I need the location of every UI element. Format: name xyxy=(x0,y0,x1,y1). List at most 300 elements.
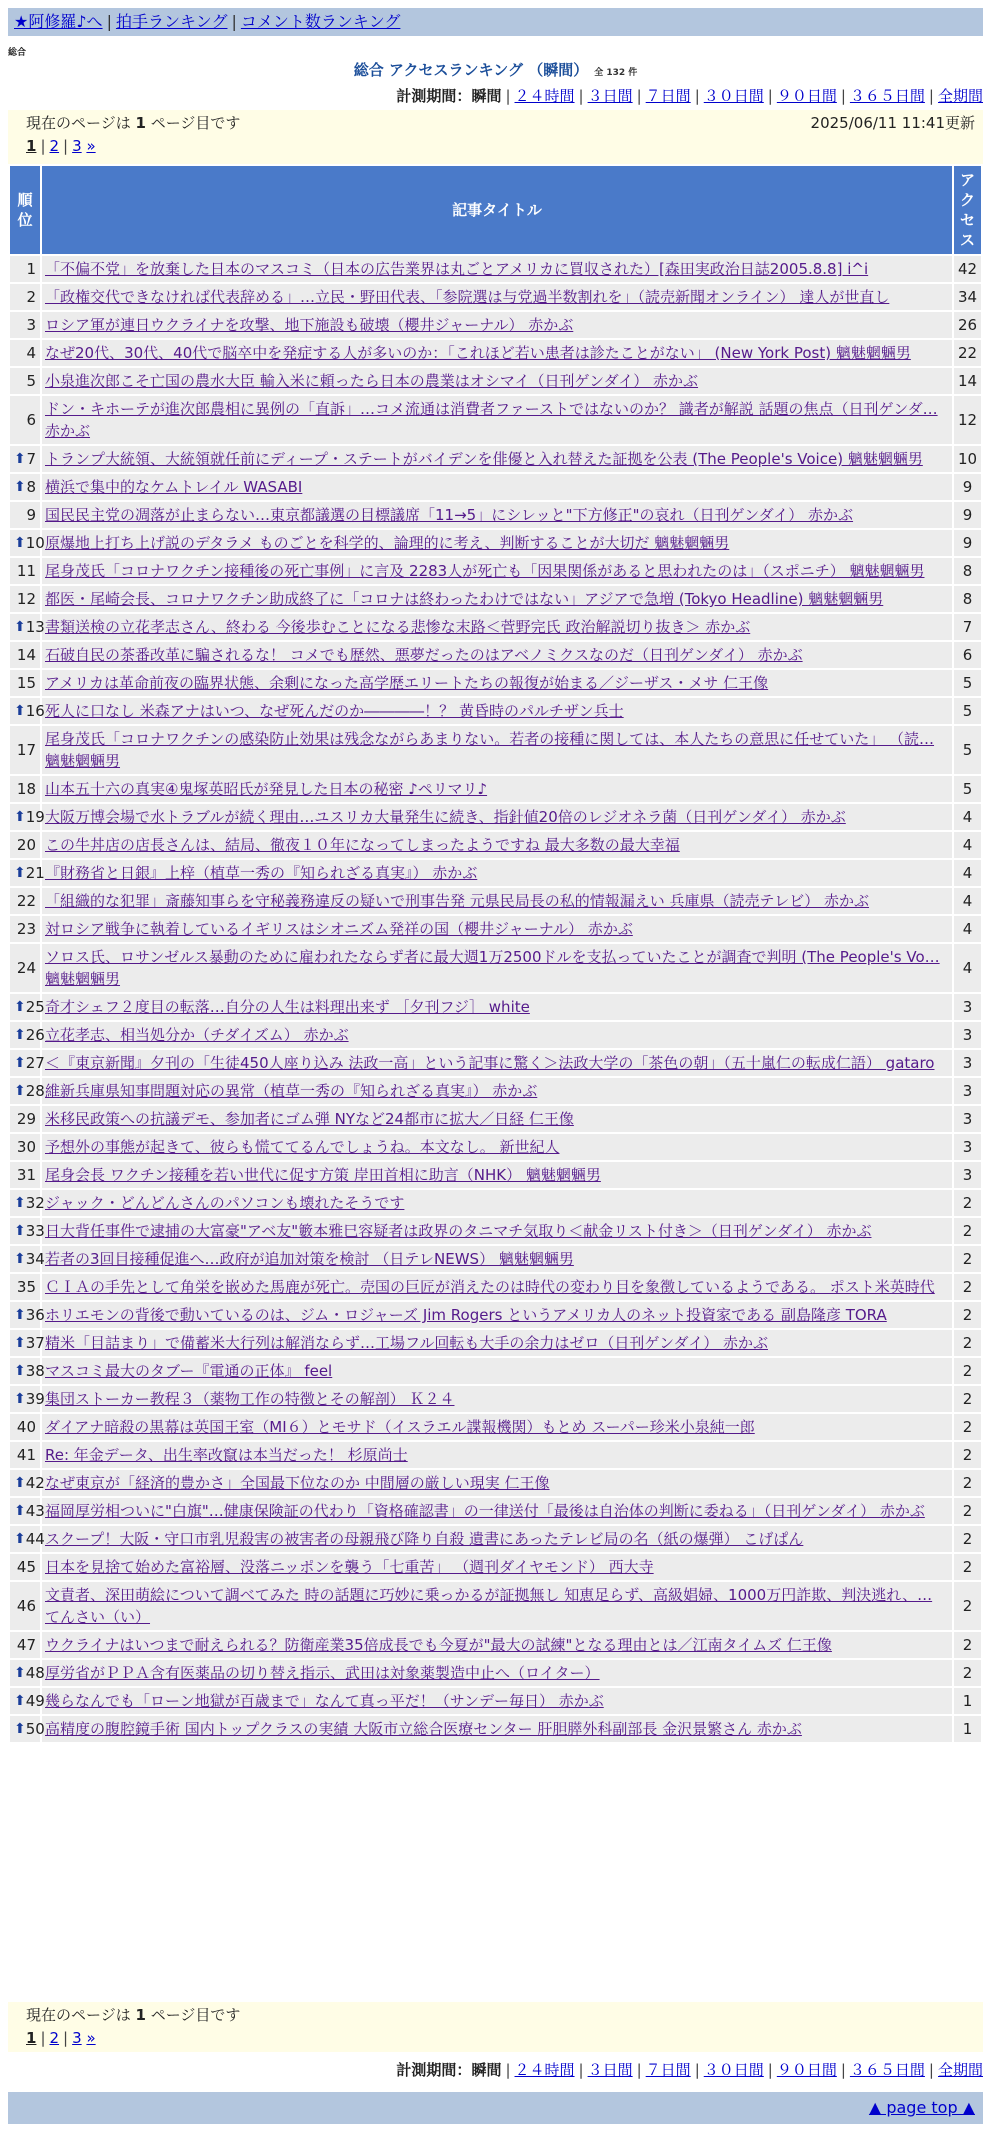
article-link[interactable]: ＣＩＡの手先として角栄を嵌めた馬鹿が死亡。売国の巨匠が消えたのは時代の変わり目を象徴しているようである。 ポスト米英時代 xyxy=(45,1278,935,1296)
access-count: 2 xyxy=(954,1274,981,1300)
rank-number: 12 xyxy=(16,590,36,608)
rank-number: 27 xyxy=(25,1054,45,1072)
rank-up-icon: ⬆ xyxy=(14,535,26,551)
rank-number: 44 xyxy=(25,1530,45,1548)
table-row xyxy=(10,832,981,858)
title-cell xyxy=(42,994,952,1020)
article-link[interactable]: 国民民主党の凋落が止まらない…東京都議選の目標議席「11→5」にシレッと"下方修正"の哀れ（日刊ゲンダイ） 赤かぶ xyxy=(45,506,854,524)
rank-number: 19 xyxy=(25,808,45,826)
ranking-table xyxy=(8,164,983,1744)
rank-cell xyxy=(10,642,40,668)
table-row xyxy=(10,1470,981,1496)
rank-cell xyxy=(10,396,40,444)
header-title: 記事タイトル xyxy=(42,166,952,254)
total-count: 全 132 件 xyxy=(594,68,638,78)
rank-cell xyxy=(10,284,40,310)
access-count: 12 xyxy=(954,396,981,444)
access-count: 42 xyxy=(954,256,981,282)
title-cell xyxy=(42,396,952,444)
page-separator: | xyxy=(40,2029,46,2047)
table-row xyxy=(10,776,981,802)
table-row xyxy=(10,1190,981,1216)
access-count: 4 xyxy=(954,860,981,886)
article-link[interactable]: 尾身茂氏「コロナワクチンの感染防止効果は残念ながらあまりない。若者の接種に関しては、本人たちの意思に任せていた」 （読… 魑魅魍魎男 xyxy=(45,730,935,770)
article-link[interactable]: 石破自民の茶番改革に騙されるな！ コメでも歴然、悪夢だったのはアベノミクスなのだ（日刊ゲンダイ） 赤かぶ xyxy=(45,646,803,664)
rank-number: 5 xyxy=(26,372,36,390)
period-link[interactable]: ３０日間 xyxy=(703,2061,764,2079)
page-title xyxy=(0,60,991,83)
article-link[interactable]: ウクライナはいつまで耐えられる？防衛産業35倍成長でも今夏が"最大の試練"となる理由とは／江南タイムズ 仁王像 xyxy=(45,1636,832,1654)
period-separator: | xyxy=(928,87,934,105)
access-count: 2 xyxy=(954,1660,981,1686)
rank-number: 34 xyxy=(25,1250,45,1268)
rank-cell xyxy=(10,1470,45,1496)
title-cell xyxy=(42,1274,952,1300)
rank-number: 30 xyxy=(16,1138,36,1156)
page-separator: | xyxy=(63,137,69,155)
table-row xyxy=(10,726,981,774)
article-link[interactable]: 「政権交代できなければ代表辞める」…立民・野田代表、「参院選は与党過半数割れを」（読売新聞オンライン） 達人が世直し xyxy=(45,288,890,306)
table-row xyxy=(10,888,981,914)
access-count: 2 xyxy=(954,1414,981,1440)
period-separator: | xyxy=(636,87,642,105)
table-row xyxy=(10,1162,981,1188)
rank-up-icon: ⬆ xyxy=(14,1251,26,1267)
article-link[interactable]: ドン・キホーテが進次郎農相に異例の「直訴」…コメ流通は消費者ファーストではないのか？ 識者が解説 話題の焦点（日刊ゲンダ… 赤かぶ xyxy=(45,400,938,440)
access-count: 34 xyxy=(954,284,981,310)
title-cell xyxy=(42,1660,952,1686)
rank-number: 22 xyxy=(16,892,36,910)
access-count: 10 xyxy=(954,446,981,472)
table-row xyxy=(10,944,981,992)
title-cell xyxy=(42,860,952,886)
rank-cell xyxy=(10,1358,45,1384)
article-link[interactable]: 日本を見捨て始めた富裕層、没落ニッポンを襲う「七重苦」 （週刊ダイヤモンド） 西大寺 xyxy=(45,1558,654,1576)
article-link[interactable]: 書類送検の立花孝志さん、終わる 今後歩むことになる悲惨な末路＜菅野完氏 政治解説切り抜き＞ 赤かぶ xyxy=(45,618,751,636)
article-link[interactable]: 集団ストーカー教程３（薬物工作の特徴とその解剖） Ｋ２４ xyxy=(45,1390,455,1408)
title-cell xyxy=(42,1470,952,1496)
access-count: 1 xyxy=(954,1688,981,1714)
title-cell xyxy=(42,1688,952,1714)
table-row xyxy=(10,804,981,830)
rank-up-icon: ⬆ xyxy=(14,1391,26,1407)
access-count: 22 xyxy=(954,340,981,366)
title-cell xyxy=(42,446,952,472)
period-link[interactable]: ３６５日間 xyxy=(849,2061,925,2079)
rank-cell xyxy=(10,1134,40,1160)
article-link[interactable]: 尾身茂氏「コロナワクチン接種後の死亡事例」に言及 2283人が死亡も「因果関係があると思われたのは」（スポニチ） 魑魅魍魎男 xyxy=(45,562,925,580)
rank-number: 21 xyxy=(25,864,45,882)
rank-cell xyxy=(10,446,40,472)
table-row xyxy=(10,1274,981,1300)
rank-cell xyxy=(10,1414,40,1440)
period-link[interactable]: ３日間 xyxy=(587,87,633,105)
rank-number: 20 xyxy=(16,836,36,854)
rank-number: 13 xyxy=(25,618,45,636)
rank-number: 3 xyxy=(26,316,36,334)
rank-cell xyxy=(10,368,40,394)
rank-number: 43 xyxy=(25,1502,45,1520)
page-info-number: 1 xyxy=(135,2006,146,2024)
page-current: 1 xyxy=(26,137,37,155)
article-link[interactable]: 若者の3回目接種促進へ…政府が追加対策を検討 （日テレNEWS） 魑魅魍魎男 xyxy=(45,1250,574,1268)
table-row xyxy=(10,312,981,338)
rank-up-icon: ⬆ xyxy=(14,1195,26,1211)
rank-number: 40 xyxy=(16,1418,36,1436)
table-row xyxy=(10,1660,981,1686)
article-link[interactable]: ロシア軍が連日ウクライナを攻撃、地下施設も破壊（櫻井ジャーナル） 赤かぶ xyxy=(45,316,574,334)
article-link[interactable]: 高精度の腹腔鏡手術 国内トップクラスの実績 大阪市立総合医療センター 肝胆膵外科副部長 金沢景繁さん 赤かぶ xyxy=(45,1720,802,1738)
rank-number: 15 xyxy=(16,674,36,692)
rank-cell xyxy=(10,256,40,282)
title-cell xyxy=(42,804,952,830)
period-current: 瞬間 xyxy=(471,2061,502,2079)
rank-up-icon: ⬆ xyxy=(14,451,26,467)
table-row xyxy=(10,1414,981,1440)
table-row xyxy=(10,446,981,472)
rank-cell xyxy=(10,1716,45,1742)
table-row xyxy=(10,1716,981,1742)
table-row xyxy=(10,474,981,500)
table-row xyxy=(10,670,981,696)
period-link[interactable]: ７日間 xyxy=(645,2061,691,2079)
title-cell xyxy=(42,1106,952,1132)
rank-cell xyxy=(10,1660,45,1686)
access-count: 2 xyxy=(954,1218,981,1244)
table-row xyxy=(10,558,981,584)
period-link[interactable]: 全期間 xyxy=(937,87,983,105)
article-link[interactable]: なぜ東京が「経済的豊かさ」全国最下位なのか 中間層の厳しい現実 仁王像 xyxy=(45,1474,550,1492)
article-link[interactable]: ホリエモンの背後で動いているのは、ジム・ロジャーズ Jim Rogers というアメリカ人のネット投資家である 副島隆彦 TORA xyxy=(45,1306,887,1324)
title-cell xyxy=(42,256,952,282)
table-row xyxy=(10,698,981,724)
title-cell xyxy=(42,586,952,612)
rank-cell xyxy=(10,1022,45,1048)
page-link[interactable]: 2 xyxy=(49,137,60,155)
rank-up-icon: ⬆ xyxy=(14,1475,26,1491)
title-cell xyxy=(42,1554,952,1580)
rank-up-icon: ⬆ xyxy=(14,1721,26,1737)
period-link[interactable]: ９０日間 xyxy=(776,2061,837,2079)
article-link[interactable]: この牛丼店の店長さんは、結局、徹夜１０年になってしまったようですね 最大多数の最大幸福 xyxy=(45,836,680,854)
article-link[interactable]: 小泉進次郎こそ亡国の農水大臣 輸入米に頼ったら日本の農業はオシマイ（日刊ゲンダイ） 赤かぶ xyxy=(45,372,699,390)
access-count: 3 xyxy=(954,1162,981,1188)
rank-number: 39 xyxy=(25,1390,45,1408)
table-row xyxy=(10,860,981,886)
access-count: 3 xyxy=(954,1022,981,1048)
access-count: 8 xyxy=(954,558,981,584)
access-count: 2 xyxy=(954,1498,981,1524)
access-count: 5 xyxy=(954,670,981,696)
period-link[interactable]: ３日間 xyxy=(587,2061,633,2079)
table-row xyxy=(10,368,981,394)
table-row xyxy=(10,1498,981,1524)
title-cell xyxy=(42,1246,952,1272)
rank-up-icon: ⬆ xyxy=(14,479,26,495)
page-link[interactable]: 3 xyxy=(72,2029,82,2047)
table-row xyxy=(10,1688,981,1714)
table-row xyxy=(10,1582,981,1630)
period-selector xyxy=(396,86,983,106)
access-count: 4 xyxy=(954,916,981,942)
period-link[interactable]: ３６５日間 xyxy=(849,87,925,105)
rank-cell xyxy=(10,1386,45,1412)
access-count: 2 xyxy=(954,1526,981,1552)
rank-number: 36 xyxy=(25,1306,45,1324)
access-count: 4 xyxy=(954,888,981,914)
article-link[interactable]: ソロス氏、ロサンゼルス暴動のために雇われたならず者に最大週1万2500ドルを支払っていたことが調査で判明 (The People's Vo… 魑魅魍魎男 xyxy=(45,948,940,988)
pager-top xyxy=(8,110,983,164)
rank-number: 4 xyxy=(26,344,36,362)
rank-number: 10 xyxy=(25,534,45,552)
rank-number: 14 xyxy=(16,646,36,664)
rank-cell xyxy=(10,1498,45,1524)
access-count: 3 xyxy=(954,1050,981,1076)
rank-cell xyxy=(10,614,45,640)
table-row xyxy=(10,256,981,282)
table-row xyxy=(10,284,981,310)
rank-cell xyxy=(10,776,40,802)
page-info-post: ページ目です xyxy=(150,2006,241,2024)
rank-cell xyxy=(10,1246,45,1272)
article-link[interactable]: ＜『東京新聞』夕刊の「生徒450人座り込み 法政一高」という記事に驚く＞法政大学の「茶色の朝」（五十嵐仁の転成仁語） gataro xyxy=(45,1054,935,1072)
table-row xyxy=(10,586,981,612)
rank-cell xyxy=(10,888,40,914)
rank-cell xyxy=(10,312,40,338)
period-separator: | xyxy=(694,2061,700,2079)
table-row xyxy=(10,1554,981,1580)
updated-timestamp: 2025/06/11 11:41更新 xyxy=(810,114,975,132)
ranking-body xyxy=(10,256,981,1742)
period-link[interactable]: ２４時間 xyxy=(514,87,575,105)
period-separator: | xyxy=(767,87,773,105)
access-count: 9 xyxy=(954,474,981,500)
access-count: 2 xyxy=(954,1246,981,1272)
article-link[interactable]: 尾身会長 ワクチン接種を若い世代に促す方策 岸田首相に助言（NHK） 魑魅魍魎男 xyxy=(45,1166,601,1184)
title-cell xyxy=(42,888,952,914)
rank-number: 37 xyxy=(25,1334,45,1352)
article-link[interactable]: 奇才シェフ２度目の転落…自分の人生は料理出来ず ［夕刊フジ］ white xyxy=(45,998,530,1016)
article-link[interactable]: 精米「目詰まり」で備蓄米大行列は解消ならず…工場フル回転も大手の余力はゼロ（日刊ゲンダイ） 赤かぶ xyxy=(45,1334,768,1352)
title-cell xyxy=(42,1582,952,1630)
article-link[interactable]: 大阪万博会場で水トラブルが続く理由…ユスリカ大量発生に続き、指針値20倍のレジオネラ菌（日刊ゲンダイ） 赤かぶ xyxy=(45,808,846,826)
article-link[interactable]: 「組織的な犯罪」斎藤知事らを守秘義務違反の疑いで刑事告発 元県民局長の私的情報漏えい 兵庫県（読売テレビ） 赤かぶ xyxy=(45,892,870,910)
applause-ranking-link[interactable]: 拍手ランキング xyxy=(115,12,228,31)
period-label: 計測期間： xyxy=(396,2061,472,2079)
access-count: 6 xyxy=(954,642,981,668)
article-link[interactable]: 対ロシア戦争に執着しているイギリスはシオニズム発祥の国（櫻井ジャーナル） 赤かぶ xyxy=(45,920,633,938)
article-link[interactable]: 米移民政策への抗議デモ、参加者にゴム弾 NYなど24都市に拡大／日経 仁王像 xyxy=(45,1110,574,1128)
title-cell xyxy=(42,530,952,556)
category-label: 総合 xyxy=(8,48,27,58)
article-link[interactable]: ジャック・どんどんさんのパソコンも壊れたそうです xyxy=(45,1194,405,1212)
access-count: 2 xyxy=(954,1386,981,1412)
rank-number: 25 xyxy=(25,998,45,1016)
rank-cell xyxy=(10,944,40,992)
title-cell xyxy=(42,1078,952,1104)
title-cell xyxy=(42,502,952,528)
article-link[interactable]: 福岡厚労相ついに"白旗"…健康保険証の代わり「資格確認書」の一律送付「最後は自治体の判断に委ねる」（日刊ゲンダイ） 赤かぶ xyxy=(45,1502,925,1520)
rank-up-icon: ⬆ xyxy=(14,809,26,825)
period-separator: | xyxy=(578,87,584,105)
rank-number: 32 xyxy=(25,1194,45,1212)
rank-cell xyxy=(10,994,45,1020)
table-row xyxy=(10,1330,981,1356)
title-cell xyxy=(42,1330,952,1356)
title-cell xyxy=(42,642,952,668)
rank-number: 50 xyxy=(25,1720,45,1738)
article-link[interactable]: アメリカは革命前夜の臨界状態、余剰になった高学歴エリートたちの報復が始まる／ジーザス・メサ 仁王像 xyxy=(45,674,769,692)
article-link[interactable]: 横浜で集中的なケムトレイル WASABI xyxy=(45,478,303,496)
title-cell xyxy=(42,1302,952,1328)
rank-cell xyxy=(10,670,40,696)
page-info-post: ページ目です xyxy=(150,114,241,132)
article-link[interactable]: 日大背任事件で逮捕の大富豪"アベ友"籔本雅巳容疑者は政界のタニマチ気取り＜献金リスト付き＞（日刊ゲンダイ） 赤かぶ xyxy=(45,1222,872,1240)
title-cell xyxy=(42,1716,952,1742)
period-separator: | xyxy=(505,87,511,105)
article-link[interactable]: 立花孝志、相当処分か（チダイズム） 赤かぶ xyxy=(45,1026,349,1044)
rank-number: 8 xyxy=(26,478,36,496)
access-count: 2 xyxy=(954,1190,981,1216)
rank-up-icon: ⬆ xyxy=(14,1335,26,1351)
access-count: 1 xyxy=(954,1716,981,1742)
article-link[interactable]: なぜ20代、30代、40代で脳卒中を発症する人が多いのか：「これほど若い患者は診たことがない」 (New York Post) 魑魅魍魎男 xyxy=(45,344,911,362)
rank-number: 33 xyxy=(25,1222,45,1240)
page-current: 1 xyxy=(26,2029,37,2047)
rank-up-icon: ⬆ xyxy=(14,703,26,719)
rank-number: 16 xyxy=(25,702,45,720)
title-cell xyxy=(42,916,952,942)
table-row xyxy=(10,1358,981,1384)
access-count: 2 xyxy=(954,1582,981,1630)
page-top-link[interactable]: ▲ page top ▲ xyxy=(868,2098,975,2117)
rank-cell xyxy=(10,530,45,556)
title-cell xyxy=(42,776,952,802)
next-page-link[interactable]: » xyxy=(86,2029,96,2047)
table-row xyxy=(10,1022,981,1048)
title-cell xyxy=(42,1022,952,1048)
period-link[interactable]: ３０日間 xyxy=(703,87,764,105)
table-row xyxy=(10,502,981,528)
page-link[interactable]: 2 xyxy=(49,2029,60,2047)
rank-cell xyxy=(10,586,40,612)
rank-cell xyxy=(10,698,45,724)
title-cell xyxy=(42,1050,952,1076)
title-cell xyxy=(42,1134,952,1160)
rank-number: 41 xyxy=(16,1446,36,1464)
comment-ranking-link[interactable]: コメント数ランキング xyxy=(240,12,401,31)
title-cell xyxy=(42,1526,952,1552)
table-row xyxy=(10,1134,981,1160)
title-cell xyxy=(42,832,952,858)
period-current: 瞬間 xyxy=(471,87,502,105)
article-link[interactable]: 山本五十六の真実④鬼塚英昭氏が発見した日本の秘密 ♪ペリマリ♪ xyxy=(45,780,488,798)
rank-number: 26 xyxy=(25,1026,45,1044)
article-link[interactable]: 原爆地上打ち上げ説のデタラメ ものごとを科学的、論理的に考え、判断することが大切だ 魑魅魍魎男 xyxy=(45,534,730,552)
access-count: 14 xyxy=(954,368,981,394)
table-row xyxy=(10,1442,981,1468)
period-separator: | xyxy=(636,2061,642,2079)
rank-up-icon: ⬆ xyxy=(14,865,26,881)
article-link[interactable]: 維新兵庫県知事問題対応の異常（植草一秀の『知られざる真実』） 赤かぶ xyxy=(45,1082,538,1100)
page-link[interactable]: 3 xyxy=(72,137,82,155)
period-separator: | xyxy=(578,2061,584,2079)
rank-cell xyxy=(10,832,40,858)
title-cell xyxy=(42,1414,952,1440)
article-link[interactable]: 予想外の事態が起きて、彼らも慌ててるんでしょうね。本文なし。 新世紀人 xyxy=(45,1138,560,1156)
rank-number: 9 xyxy=(26,506,36,524)
rank-up-icon: ⬆ xyxy=(14,619,26,635)
access-count: 5 xyxy=(954,726,981,774)
period-separator: | xyxy=(840,2061,846,2079)
period-link[interactable]: ２４時間 xyxy=(514,2061,575,2079)
article-link[interactable]: 死人に口なし 米森アナはいつ、なぜ死んだのか――――！？ 黄昏時のパルチザン兵士 xyxy=(45,702,624,720)
rank-cell xyxy=(10,1274,40,1300)
period-separator: | xyxy=(928,2061,934,2079)
rank-number: 49 xyxy=(25,1692,45,1710)
rank-cell xyxy=(10,1582,40,1630)
rank-cell xyxy=(10,860,45,886)
period-link[interactable]: ７日間 xyxy=(645,87,691,105)
rank-number: 2 xyxy=(26,288,36,306)
access-count: 4 xyxy=(954,944,981,992)
table-row xyxy=(10,1386,981,1412)
access-count: 2 xyxy=(954,1554,981,1580)
rank-number: 46 xyxy=(16,1597,36,1615)
rank-cell xyxy=(10,1106,40,1132)
table-row xyxy=(10,916,981,942)
article-link[interactable]: ダイアナ暗殺の黒幕は英国王室（MI６）とモサド（イスラエル諜報機関）もとめ スーパー珍米小泉純一郎 xyxy=(45,1418,755,1436)
rank-cell xyxy=(10,726,40,774)
next-page-link[interactable]: » xyxy=(86,137,96,155)
article-link[interactable]: 厚労省がＰＰＡ含有医薬品の切り替え指示、武田は対象薬製造中止へ（ロイター） xyxy=(45,1664,600,1682)
bottom-bar xyxy=(8,2092,983,2124)
rank-number: 11 xyxy=(16,562,36,580)
article-link[interactable]: トランプ大統領、大統領就任前にディープ・ステートがバイデンを俳優と入れ替えた証拠を公表 (The People's Voice) 魑魅魍魎男 xyxy=(45,450,923,468)
table-row xyxy=(10,642,981,668)
header-access: アクセス xyxy=(954,166,981,254)
rank-number: 29 xyxy=(16,1110,36,1128)
table-row xyxy=(10,994,981,1020)
period-link[interactable]: 全期間 xyxy=(937,2061,983,2079)
article-link[interactable]: 幾らなんでも「ローン地獄が百歳まで」なんて真っ平だ！（サンデー毎日） 赤かぶ xyxy=(45,1692,604,1710)
article-link[interactable]: 「不偏不党」を放棄した日本のマスコミ（日本の広告業界は丸ごとアメリカに買収された）[森田実政治日誌2005.8.8] i^i xyxy=(45,260,869,278)
rank-number: 17 xyxy=(16,741,36,759)
title-cell xyxy=(42,474,952,500)
table-row xyxy=(10,1050,981,1076)
article-link[interactable]: スクープ！大阪・守口市乳児殺害の被害者の母親飛び降り自殺 遺書にあったテレビ局の名（紙の爆弾） こげぱん xyxy=(45,1530,804,1548)
article-link[interactable]: マスコミ最大のタブー『電通の正体』 feel xyxy=(45,1362,333,1380)
rank-up-icon: ⬆ xyxy=(14,1307,26,1323)
article-link[interactable]: 『財務省と日銀』上梓（植草一秀の『知られざる真実』） 赤かぶ xyxy=(45,864,478,882)
article-link[interactable]: Re: 年金データ、出生率改竄は本当だった！ 杉原尚士 xyxy=(45,1446,408,1464)
top-nav-bar xyxy=(8,8,983,36)
rank-cell xyxy=(10,1190,45,1216)
rank-up-icon: ⬆ xyxy=(14,1027,26,1043)
period-link[interactable]: ９０日間 xyxy=(776,87,837,105)
rank-cell xyxy=(10,1526,45,1552)
table-row xyxy=(10,396,981,444)
article-link[interactable]: 都医・尾崎会長、コロナワクチン助成終了に「コロナは終わったわけではない」アジアで急増 (Tokyo Headline) 魑魅魍魎男 xyxy=(45,590,884,608)
article-link[interactable]: 文責者、深田萌絵について調べてみた 時の話題に巧妙に乗っかるが証拠無し 知恵足らず、高級娼婦、1000万円詐欺、判決逃れ、… てんさい（い） xyxy=(45,1586,933,1626)
access-count: 7 xyxy=(954,614,981,640)
period-separator: | xyxy=(694,87,700,105)
rank-cell xyxy=(10,474,40,500)
period-selector xyxy=(396,2060,983,2080)
title-cell xyxy=(42,1190,952,1216)
rank-number: 24 xyxy=(16,959,36,977)
home-link[interactable]: ★阿修羅♪へ xyxy=(14,12,103,31)
